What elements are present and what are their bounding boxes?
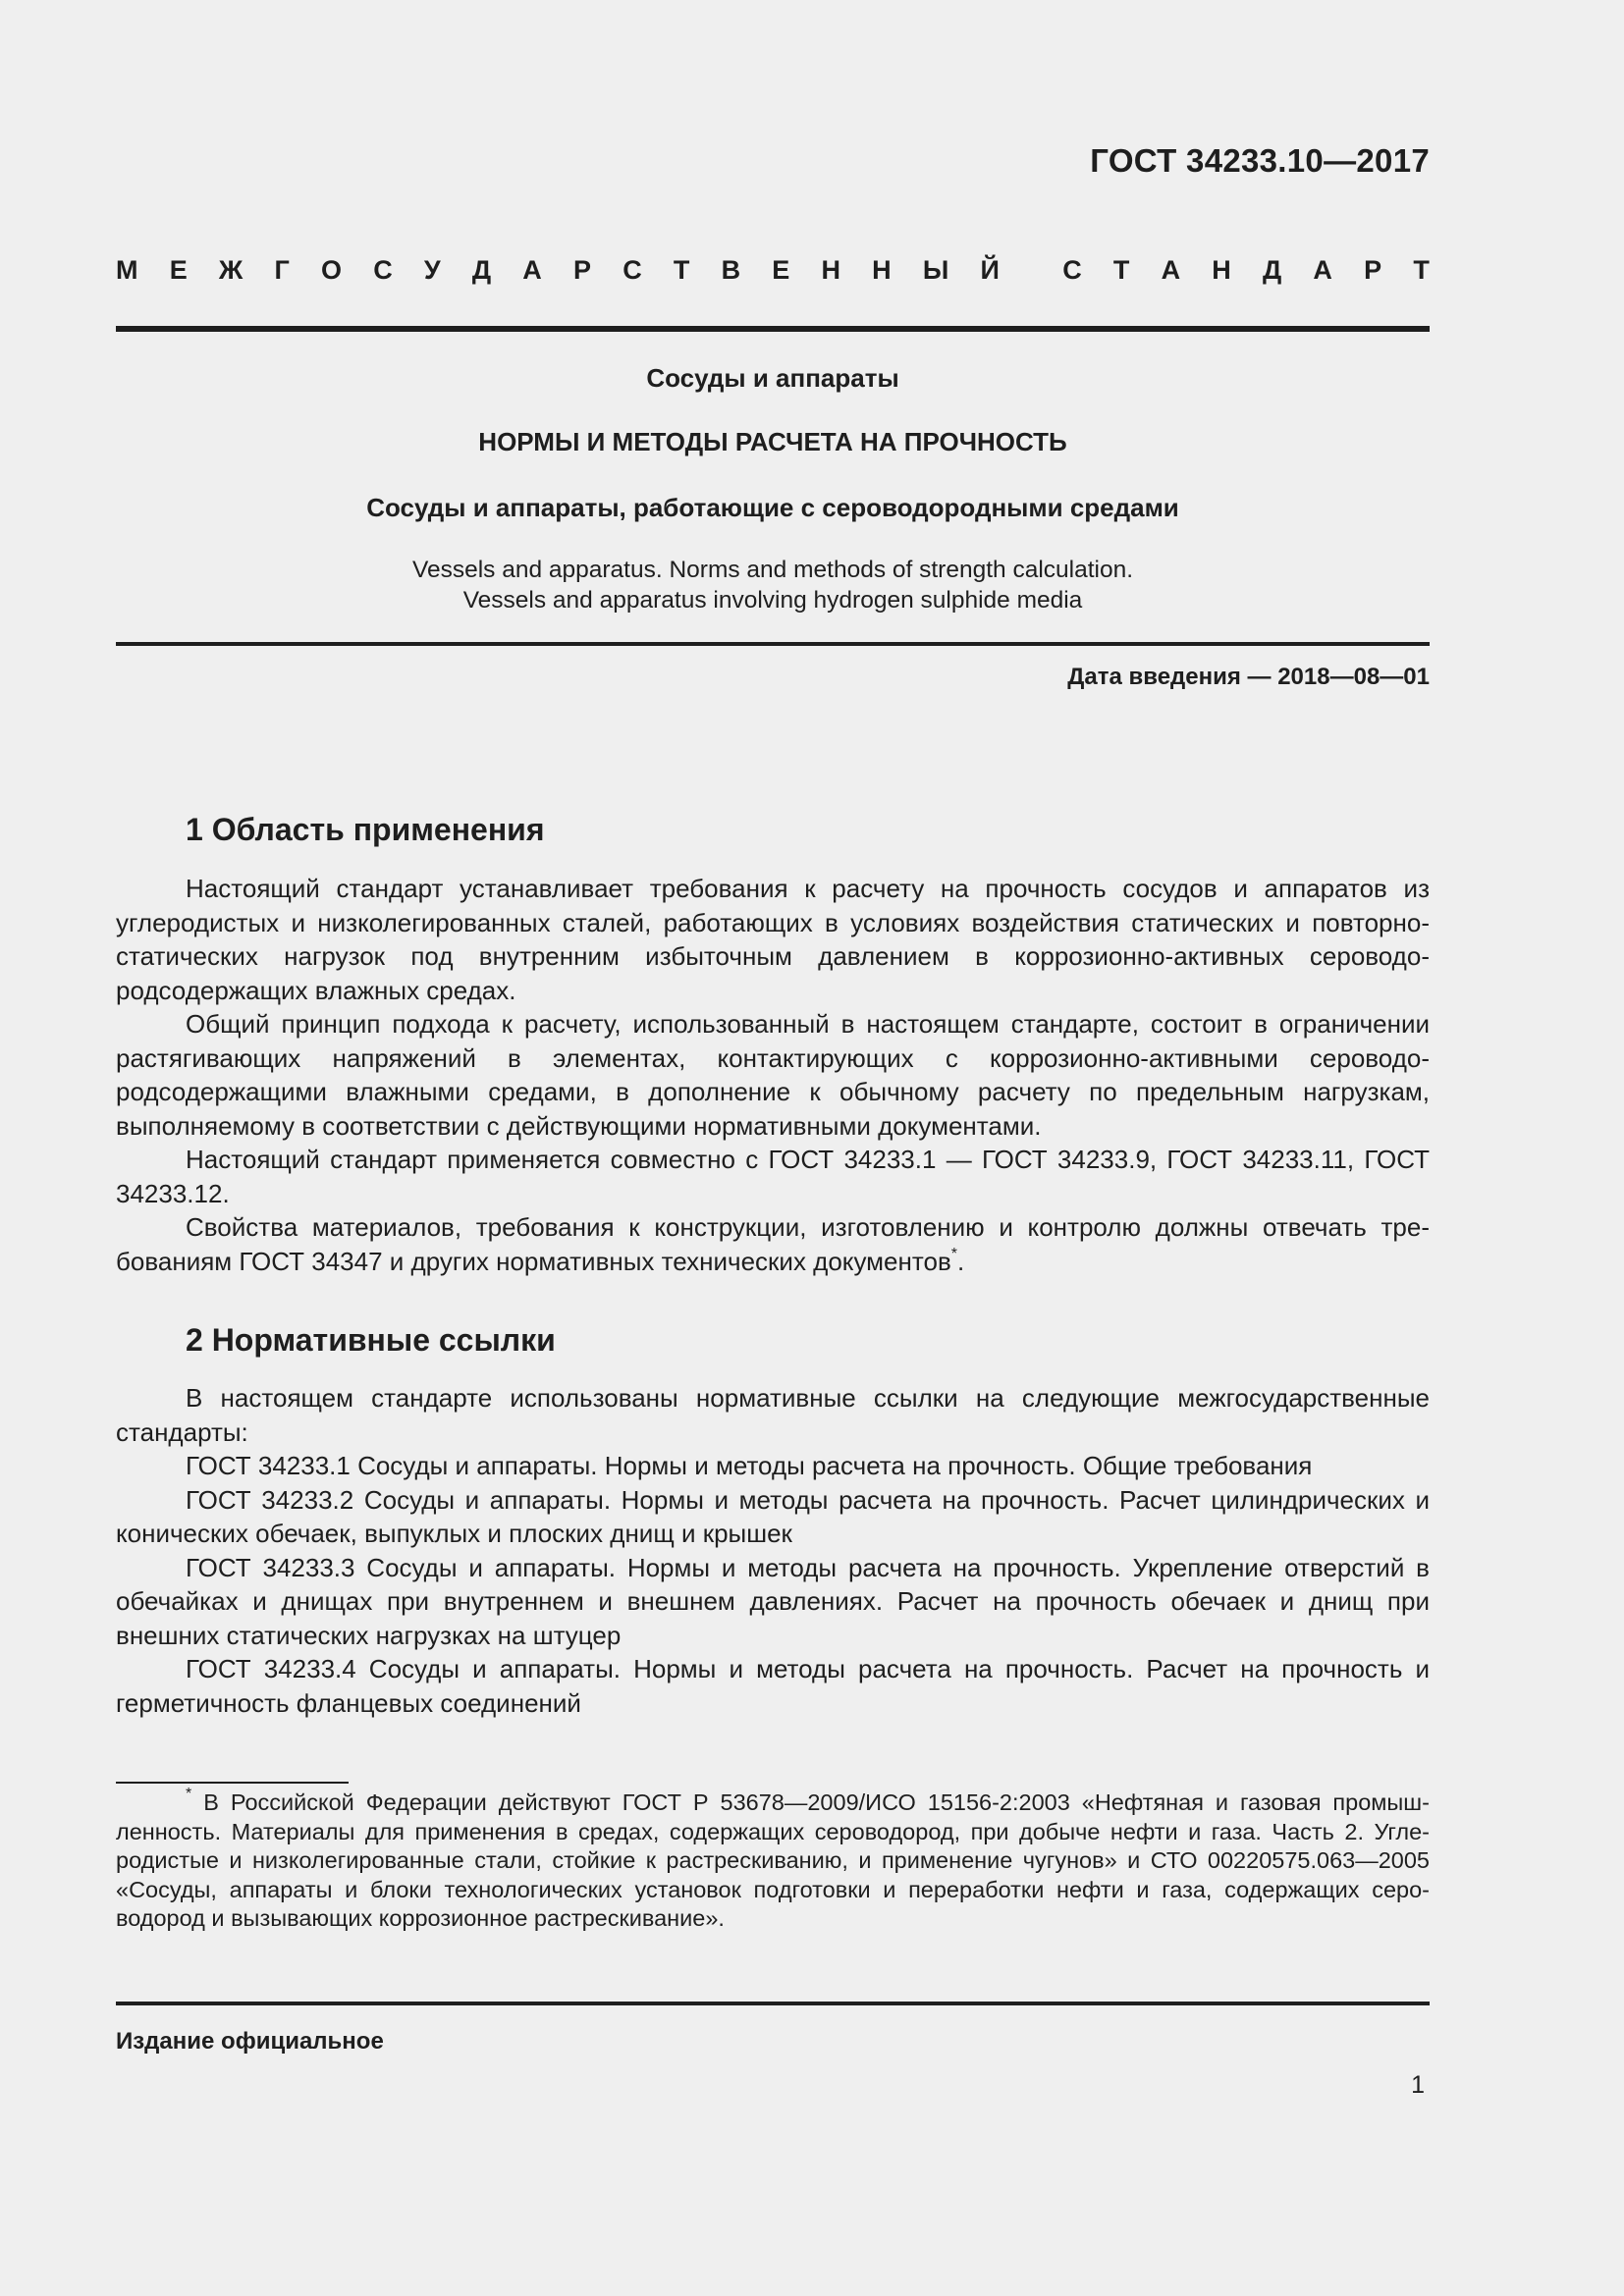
footnote-mark: * (186, 1786, 192, 1802)
banner-letter: В (721, 255, 741, 285)
footnote-divider (116, 1782, 349, 1784)
banner-letter: Д (1262, 255, 1282, 285)
banner-letter: Т (1112, 255, 1130, 285)
banner-letter: С (1062, 255, 1082, 285)
section-2-body (116, 1381, 1430, 1720)
footnote (116, 1786, 1430, 1934)
banner-letter: Й (980, 255, 1000, 285)
banner-letter: Д (471, 255, 492, 285)
document-number: ГОСТ 34233.10—2017 (1090, 142, 1430, 179)
footnote-paragraph (116, 1786, 1430, 1934)
banner-letter: Ы (922, 255, 949, 285)
official-edition-label: Издание официальное (116, 2028, 384, 2055)
banner-letter: Н (872, 255, 892, 285)
banner-letter: Т (673, 255, 690, 285)
paragraph: Настоящий стандарт устанавливает требования к расчету на прочность сосудов и аппаратов из углеродистых и низколегированных сталей, работающих в условиях воздействия статических и повторно-статических нагрузок под внутренним избыточным давлением в коррозионно-активных сероводородсодержащих влажных средах. (116, 874, 1430, 1005)
banner-letter: С (373, 255, 393, 285)
banner-letter: М (116, 255, 138, 285)
reference-item: ГОСТ 34233.3 Сосуды и аппараты. Нормы и методы расчета на прочность. Укрепление отверстий в обечайках и днищах при внутреннем и внешнем давлениях. Расчет на прочность обечаек и днищ при внешних статических нагрузках на штуцер (116, 1552, 1430, 1650)
banner-letter: А (1313, 255, 1332, 285)
section-2-heading: 2 Нормативные ссылки (186, 1322, 556, 1358)
reference-item: ГОСТ 34233.2 Сосуды и аппараты. Нормы и методы расчета на прочность. Расчет цилиндрических и конических обечаек, выпуклых и плоских днищ и крышек (116, 1484, 1430, 1548)
section-1-body (116, 872, 1430, 1278)
banner-letter: О (320, 255, 342, 285)
paragraph (116, 1210, 1430, 1278)
title-line-1: Сосуды и аппараты (646, 363, 899, 393)
footnote-text: В Российской Федерации действуют ГОСТ Р 53678—2009/ИСО 15156-2:2003 «Нефтяная и газовая промышленность. Материалы для применения в средах, содержащих сероводород, при добыче нефти и газа. Часть 2. Углеродистые и низколегированные стали, стойкие к растрескиванию, и применение чугунов» и СТО 00220575.063—2005 «Сосуды, аппараты и блоки технологических установок подготовки и переработки нефти и газа, содержащих сероводород и вызывающих коррозионное растрескивание». (116, 1789, 1430, 1931)
banner-letter: Р (1364, 255, 1382, 285)
paragraph: В настоящем стандарте использованы нормативные ссылки на следующие межгосударственные стандарты: (116, 1383, 1430, 1447)
paragraph-text: Свойства материалов, требования к конструкции, изготовлению и контролю должны отвечать требованиям ГОСТ 34347 и других нормативных технических документов (116, 1212, 1430, 1276)
banner-letter: А (522, 255, 542, 285)
paragraph: Общий принцип подхода к расчету, использованный в настоящем стандарте, состоит в ограничении растягивающих напряжений в элементах, контактирующих с коррозионно-активными сероводородсодержащими влажными средами, в дополнение к обычному расчету по предельным нагрузкам, выполняемому в соответствии с действующими нормативными документами. (116, 1009, 1430, 1141)
introduction-date: Дата введения — 2018—08—01 (1067, 664, 1430, 690)
title-line-2: НОРМЫ И МЕТОДЫ РАСЧЕТА НА ПРОЧНОСТЬ (478, 427, 1067, 456)
footnote-mark: * (950, 1245, 957, 1262)
footer-divider (116, 2002, 1430, 2005)
header-divider (116, 326, 1430, 332)
reference-item: ГОСТ 34233.4 Сосуды и аппараты. Нормы и методы расчета на прочность. Расчет на прочность и герметичность фланцевых соединений (116, 1654, 1430, 1718)
paragraph: Настоящий стандарт применяется совместно с ГОСТ 34233.1 — ГОСТ 34233.9, ГОСТ 34233.11, ГОСТ 34233.12. (116, 1145, 1430, 1208)
banner-letter: У (423, 255, 441, 285)
paragraph-end: . (957, 1246, 965, 1276)
banner-letter: Р (572, 255, 591, 285)
banner-letter: Е (169, 255, 188, 285)
banner-letter: Е (772, 255, 790, 285)
english-title-line-1: Vessels and apparatus. Norms and methods of strength calculation. (411, 557, 1134, 583)
english-title-line-2: Vessels and apparatus involving hydrogen sulphide media (462, 587, 1083, 614)
reference-item: ГОСТ 34233.1 Сосуды и аппараты. Нормы и методы расчета на прочность. Общие требования (186, 1451, 1313, 1480)
banner-letter: Н (1212, 255, 1231, 285)
banner-letter: С (623, 255, 642, 285)
section-1-heading: 1 Область применения (186, 812, 545, 847)
title-divider (116, 642, 1430, 646)
page-number: 1 (1411, 2071, 1425, 2099)
banner-letter: А (1161, 255, 1181, 285)
title-line-3: Сосуды и аппараты, работающие с сероводородными средами (366, 493, 1179, 522)
english-title (116, 555, 1430, 615)
standard-banner (116, 255, 1430, 286)
banner-letter: Г (274, 255, 290, 285)
banner-letter: Ж (218, 255, 244, 285)
banner-letter: Н (821, 255, 840, 285)
banner-letter: Т (1413, 255, 1430, 285)
